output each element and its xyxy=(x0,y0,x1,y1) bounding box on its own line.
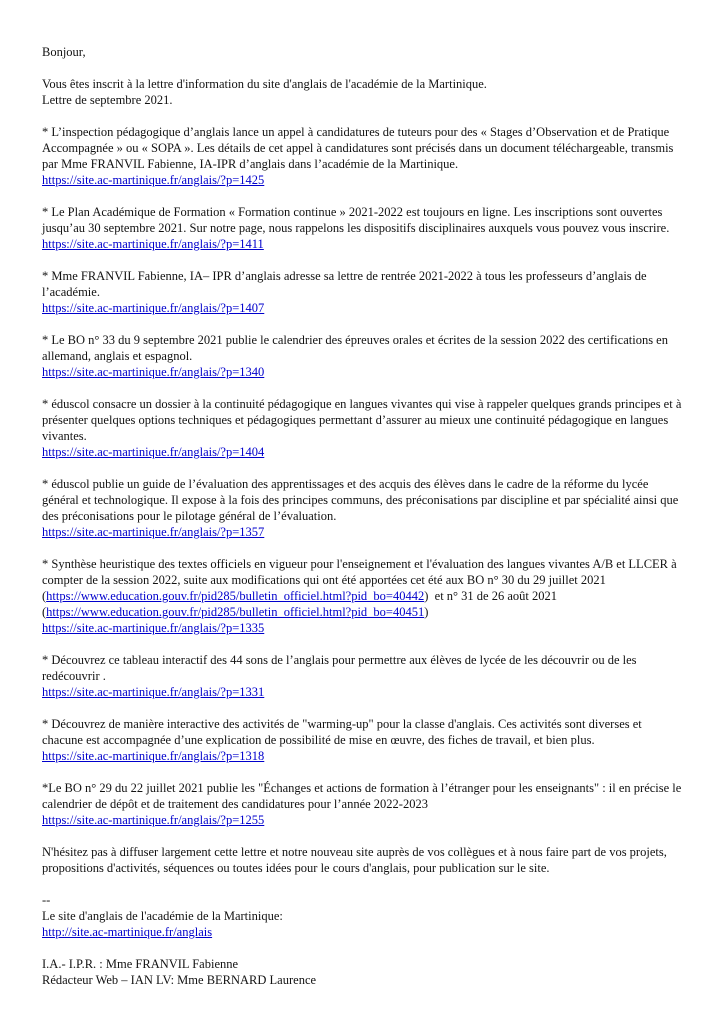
bulletin-item xyxy=(42,716,684,764)
bulletin-link[interactable]: https://site.ac-martinique.fr/anglais/?p=1331 xyxy=(42,685,265,699)
signature-site-block xyxy=(42,892,684,940)
newsletter-page xyxy=(42,44,684,988)
bulletin-link[interactable]: https://site.ac-martinique.fr/anglais/?p=1411 xyxy=(42,237,264,251)
intro-line-2: Lettre de septembre 2021. xyxy=(42,93,173,107)
bulletin-item xyxy=(42,124,684,188)
greeting-text: Bonjour, xyxy=(42,45,86,59)
redacteur-line: Rédacteur Web – IAN LV: Mme BERNARD Laurence xyxy=(42,973,317,987)
bulletin-link[interactable]: https://site.ac-martinique.fr/anglais/?p=1318 xyxy=(42,749,265,763)
site-link[interactable]: http://site.ac-martinique.fr/anglais xyxy=(42,925,213,939)
bulletin-text-end: ) xyxy=(424,605,429,619)
bulletin-text: * Découvrez ce tableau interactif des 44 sons de l’anglais pour permettre aux élèves de lycée de les découvrir ou de les redécouvrir . xyxy=(42,653,637,683)
inline-link-bo30[interactable]: https://www.education.gouv.fr/pid285/bulletin_officiel.html?pid_bo=40442 xyxy=(46,589,425,603)
inline-link-bo31[interactable]: https://www.education.gouv.fr/pid285/bulletin_officiel.html?pid_bo=40451 xyxy=(46,605,425,619)
bulletin-link[interactable]: https://site.ac-martinique.fr/anglais/?p=1255 xyxy=(42,813,265,827)
bulletin-text: * Mme FRANVIL Fabienne, IA– IPR d’anglais adresse sa lettre de rentrée 2021-2022 à tous les professeurs d’anglais de l’académie. xyxy=(42,269,647,299)
bulletin-text: *Le BO n° 29 du 22 juillet 2021 publie les "Échanges et actions de formation à l’étranger pour les enseignants" : il en précise le calendrier de dépôt et de traitement des candidatures pour l’année 2022-2023 xyxy=(42,781,682,811)
signature-names-block xyxy=(42,956,684,988)
bulletin-item xyxy=(42,332,684,380)
bulletin-link[interactable]: https://site.ac-martinique.fr/anglais/?p=1425 xyxy=(42,173,265,187)
bulletin-link[interactable]: https://site.ac-martinique.fr/anglais/?p=1335 xyxy=(42,621,265,635)
bulletin-text-start: * Synthèse heuristique des textes officiels en vigueur pour l'enseignement et l'évaluation des langues vivantes A/B et LLCER à compter de la session 2022, suite aux modifications qui ont été apportées cet été aux BO n° 30 du 29 juillet 2021 ( xyxy=(42,557,677,603)
bulletin-text: * Découvrez de manière interactive des activités de "warming-up" pour la classe d'anglais. Ces activités sont diverses et chacune est accompagnée d’une explication de possibilité de mise en œuvre, des fiches de travail, et bien plus. xyxy=(42,717,642,747)
bulletin-item xyxy=(42,204,684,252)
bulletin-text: * éduscol publie un guide de l’évaluation des apprentissages et des acquis des élèves dans le cadre de la réforme du lycée général et technologique. Il expose à la fois des principes communs, des préconisations par discipline et par spécialité ainsi que des préconisations pour le pilotage général de l’évaluation. xyxy=(42,477,679,523)
bulletin-item xyxy=(42,396,684,460)
ipr-line: I.A.- I.P.R. : Mme FRANVIL Fabienne xyxy=(42,957,239,971)
bulletin-text: * L’inspection pédagogique d’anglais lance un appel à candidatures de tuteurs pour des « Stages d’Observation et de Pratique Accompagnée » ou « SOPA ». Les détails de cet appel à candidatures sont précisés dans un document téléchargeable, transmis par Mme FRANVIL Fabienne, IA-IPR d’anglais dans l’académie de la Martinique. xyxy=(42,125,674,171)
bulletin-text: * Le Plan Académique de Formation « Formation continue » 2021-2022 est toujours en ligne. Les inscriptions sont ouvertes jusqu’au 30 septembre 2021. Sur notre page, nous rappelons les dispositifs disciplinaires auxquels vous pouvez vous inscrire. xyxy=(42,205,670,235)
bulletin-text: * Le BO n° 33 du 9 septembre 2021 publie le calendrier des épreuves orales et écrites de la session 2022 des certifications en allemand, anglais et espagnol. xyxy=(42,333,668,363)
site-label: Le site d'anglais de l'académie de la Martinique: xyxy=(42,909,283,923)
bulletin-text: * éduscol consacre un dossier à la continuité pédagogique en langues vivantes qui vise à rappeler quelques grands principes et à présenter quelques options techniques et pédagogiques permettant d’assurer au mieux une continuité pédagogique en langues vivantes. xyxy=(42,397,682,443)
bulletin-text-mid: ) et n° 31 de 26 août 2021 ( xyxy=(42,589,558,619)
bulletin-link[interactable]: https://site.ac-martinique.fr/anglais/?p=1407 xyxy=(42,301,265,315)
intro xyxy=(42,76,684,108)
closing-text: N'hésitez pas à diffuser largement cette lettre et notre nouveau site auprès de vos collègues et à nous faire part de vos projets, propositions d'activités, séquences ou toutes idées pour le cours d'anglais, pour publication sur le site. xyxy=(42,845,667,875)
intro-line-1: Vous êtes inscrit à la lettre d'information du site d'anglais de l'académie de la Martinique. xyxy=(42,77,487,91)
bulletin-link[interactable]: https://site.ac-martinique.fr/anglais/?p=1357 xyxy=(42,525,265,539)
signature-separator: -- xyxy=(42,893,51,907)
greeting xyxy=(42,44,684,60)
bulletin-link[interactable]: https://site.ac-martinique.fr/anglais/?p=1340 xyxy=(42,365,265,379)
bulletin-item xyxy=(42,780,684,828)
bulletin-item xyxy=(42,652,684,700)
bulletin-item xyxy=(42,268,684,316)
closing-paragraph xyxy=(42,844,684,876)
bulletin-item xyxy=(42,476,684,540)
bulletin-link[interactable]: https://site.ac-martinique.fr/anglais/?p=1404 xyxy=(42,445,265,459)
bulletin-item-synthese xyxy=(42,556,684,636)
